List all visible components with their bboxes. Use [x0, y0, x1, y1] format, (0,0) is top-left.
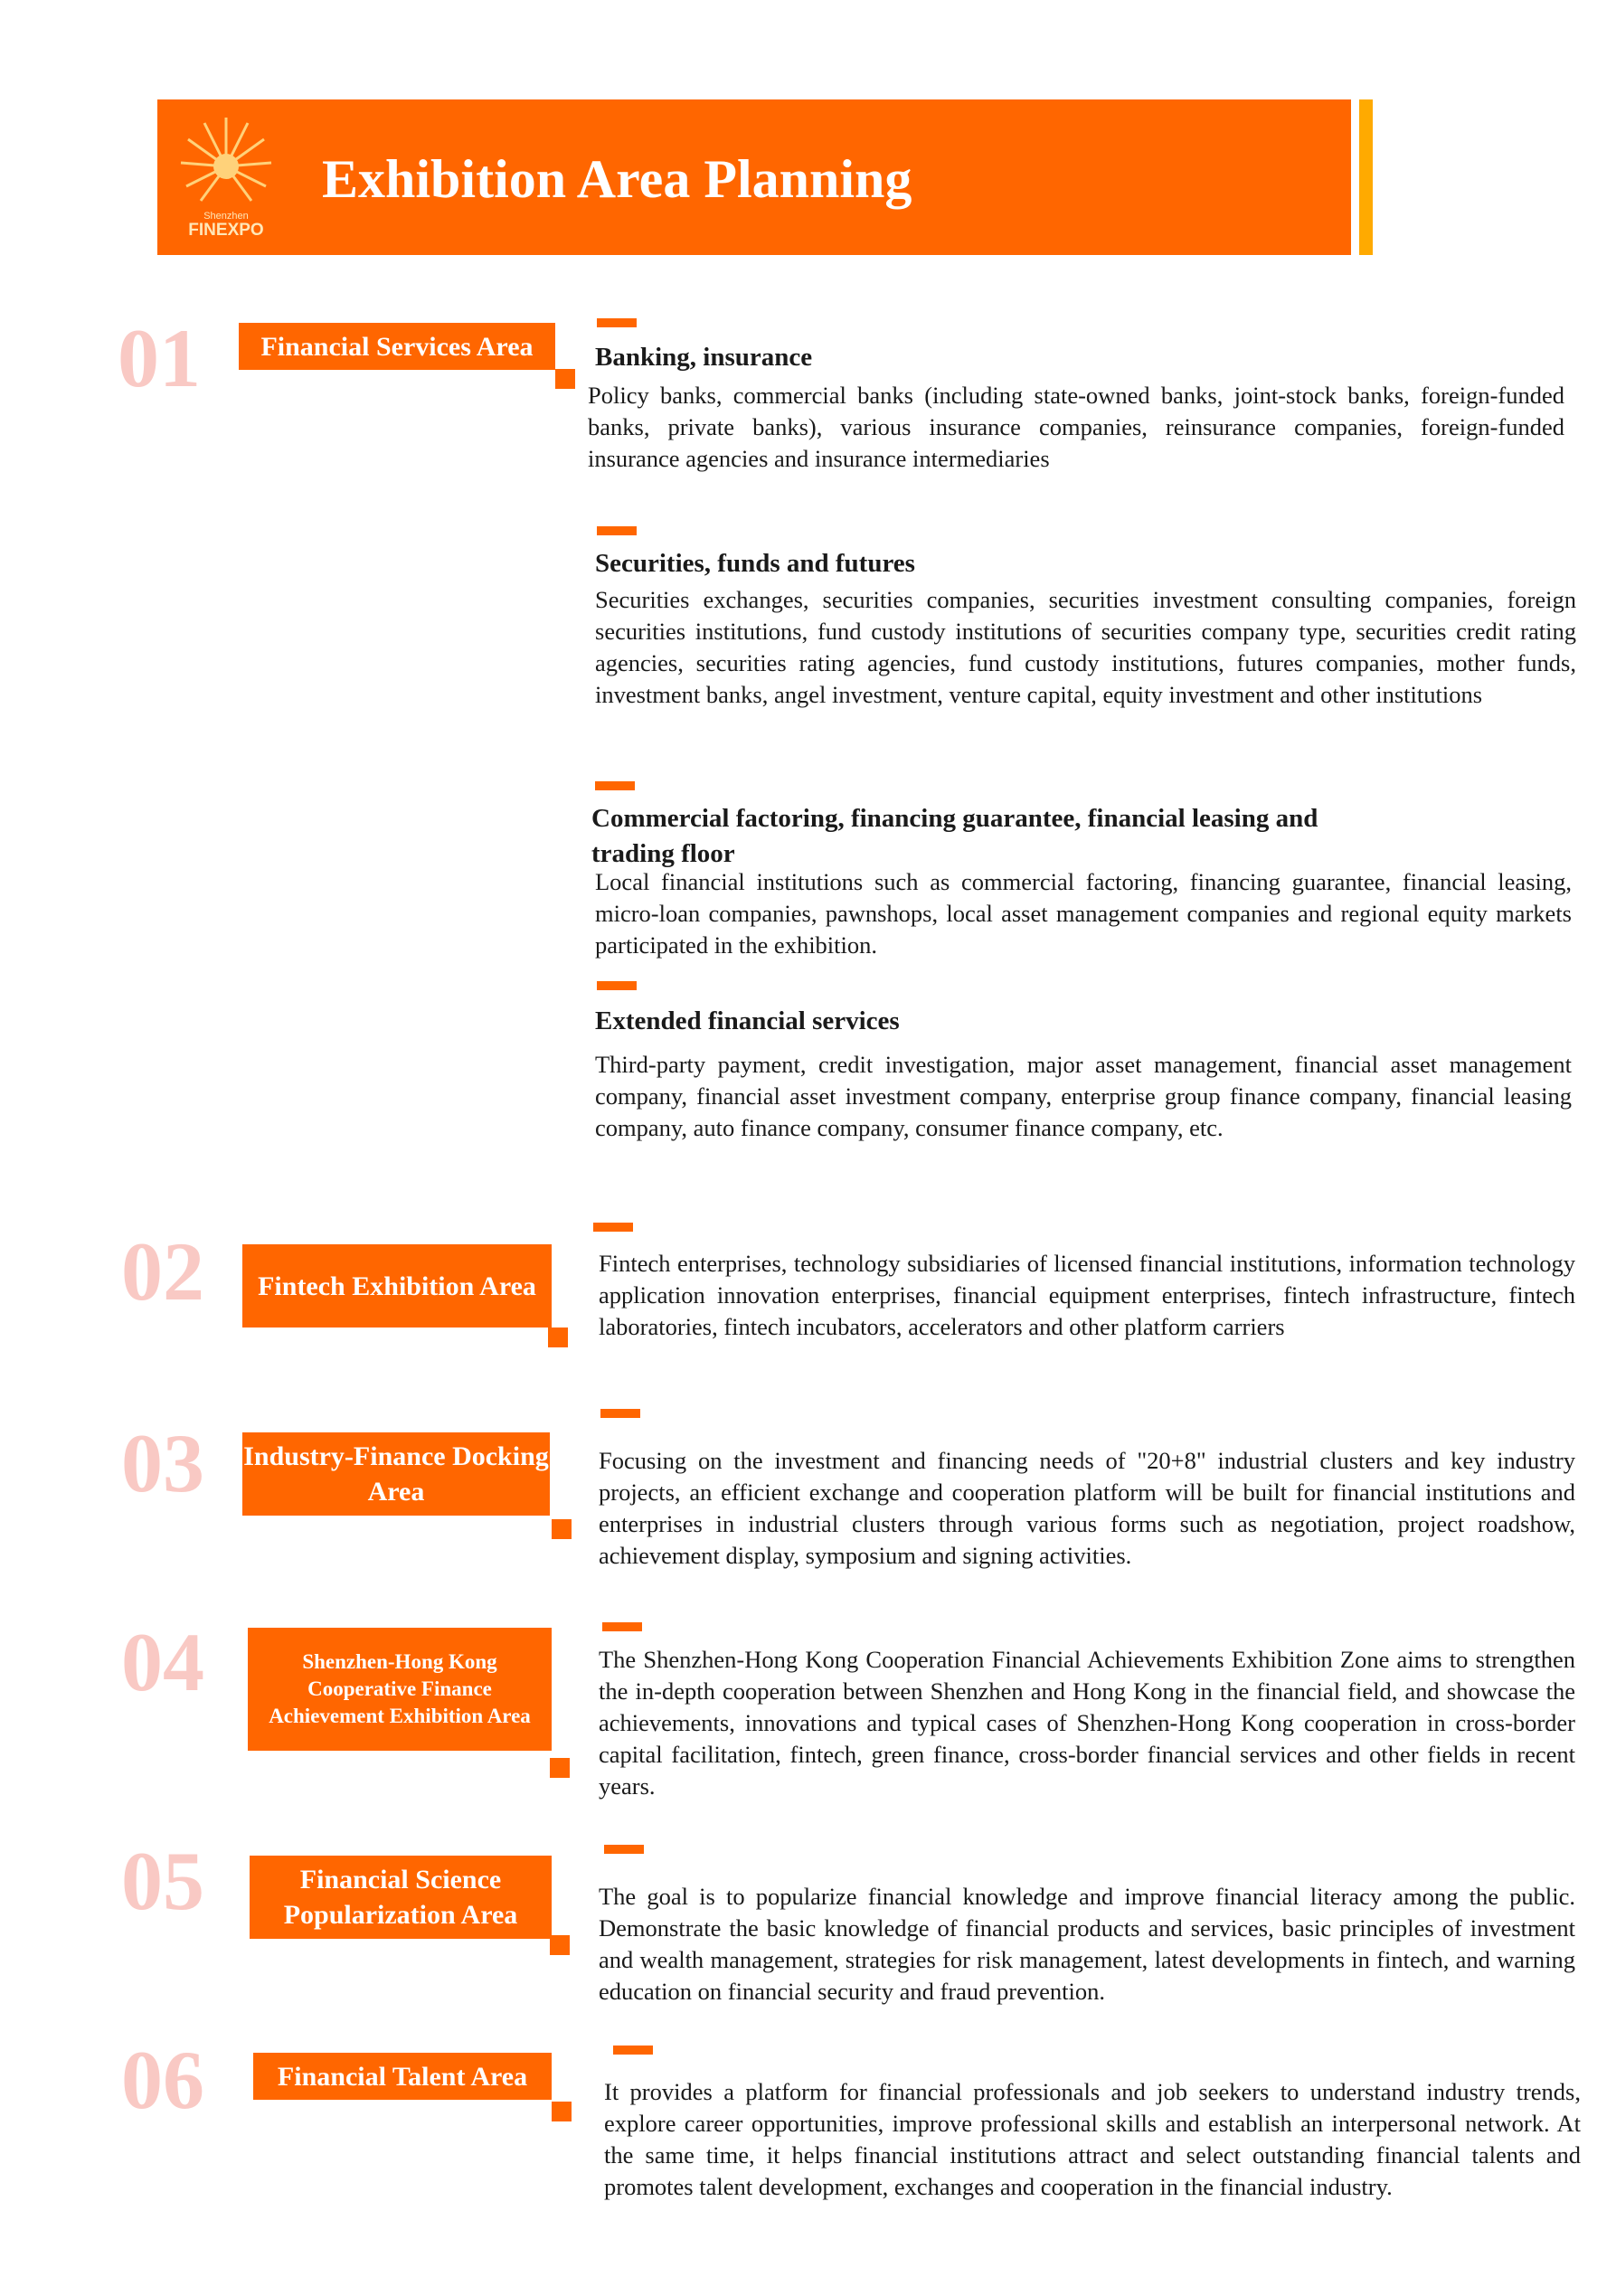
subsection-dash — [597, 981, 637, 990]
section-text: It provides a platform for financial professionals and job seekers to understand industry trends, explore career opportunities, improve professional skills and establish an interpersonal network. At the same time, it helps financial institutions attract and select outstanding financial talents and promotes talent development, exchanges and cooperation in the financial industry. — [604, 2078, 1581, 2200]
label-corner-square — [550, 1758, 570, 1778]
subsection-text: Securities exchanges, securities companies, securities investment consulting companies, foreign securities institutions, fund custody institutions of securities company type, securities credit rating agencies, securities rating agencies, fund custody institutions, futures companies, mother funds, investment banks, angel investment, venture capital, equity investment and other institutions — [595, 586, 1576, 708]
area-label-financial-talent: Financial Talent Area — [253, 2053, 552, 2100]
subsection-dash — [597, 526, 637, 535]
section-text: The Shenzhen-Hong Kong Cooperation Financial Achievements Exhibition Zone aims to strengthen the in-depth cooperation between Shenzhen and Hong Kong in the financial field, and showcase the achievements, innovations and typical cases of Shenzhen-Hong Kong cooperation in cross-border capital facilitation, fintech, green finance, cross-border financial services and other fields in recent years. — [599, 1646, 1575, 1800]
subsection-dash — [595, 781, 635, 790]
section-number: 06 — [121, 2034, 204, 2126]
area-label-financial-services: Financial Services Area — [239, 323, 555, 370]
subsection-dash — [600, 1409, 640, 1418]
subsection-text: Third-party payment, credit investigation, major asset management, financial asset management company, financial asset investment company, enterprise group finance company, financial leasing company, auto finance company, consumer finance company, etc. — [595, 1051, 1572, 1141]
label-corner-square — [550, 1935, 570, 1955]
section-text: Fintech enterprises, technology subsidiaries of licensed financial institutions, information technology application innovation enterprises, financial equipment enterprises, fintech infrastructure, fintech laboratories, fintech incubators, accelerators and other platform carriers — [599, 1250, 1575, 1340]
banner-accent-bar — [1359, 99, 1373, 255]
section-number: 03 — [121, 1417, 204, 1509]
subsection-dash — [593, 1223, 633, 1232]
section-number: 04 — [121, 1616, 204, 1708]
finexpo-logo — [172, 110, 280, 246]
subsection-text: Policy banks, commercial banks (including state-owned banks, joint-stock banks, foreign-funded banks, private banks), various insurance companies, reinsurance companies, foreign-funded insurance agencies and insurance intermediaries — [588, 382, 1564, 472]
subsection-dash — [604, 1845, 644, 1854]
area-label-science-popularization: Financial Science Popularization Area — [250, 1856, 552, 1939]
subsection-dash — [613, 2046, 653, 2055]
subsection-heading: Securities, funds and futures — [595, 549, 915, 578]
label-corner-square — [552, 1519, 572, 1539]
subsection-heading: Commercial factoring, financing guarantee, financial leasing and trading floor — [591, 804, 1318, 869]
label-corner-square — [548, 1328, 568, 1347]
section-text: Focusing on the investment and financing needs of "20+8" industrial clusters and key industry projects, an efficient exchange and cooperation platform will be built for financial institutions and enterprises in industrial clusters through various forms such as negotiation, project roadshow, achievement display, symposium and signing activities. — [599, 1447, 1575, 1569]
subsection-dash — [602, 1622, 642, 1631]
svg-text:Shenzhen: Shenzhen — [203, 211, 249, 222]
section-number: 02 — [121, 1225, 204, 1318]
svg-text:FINEXPO: FINEXPO — [188, 221, 264, 240]
label-corner-square — [552, 2102, 572, 2121]
page-title: Exhibition Area Planning — [322, 149, 912, 209]
area-label-shenzhen-hong-kong: Shenzhen-Hong Kong Cooperative Finance Achievement Exhibition Area — [248, 1628, 552, 1751]
area-label-industry-finance: Industry-Finance Docking Area — [242, 1432, 550, 1516]
subsection-heading: Extended financial services — [595, 1006, 900, 1035]
section-number: 05 — [121, 1835, 204, 1927]
section-number: 01 — [118, 312, 201, 404]
subsection-heading: Banking, insurance — [595, 343, 813, 372]
subsection-dash — [597, 318, 637, 327]
label-corner-square — [555, 369, 575, 389]
section-text: The goal is to popularize financial knowledge and improve financial literacy among the public. Demonstrate the basic knowledge of financial products and services, basic principles of investment and wealth management, strategies for risk management, latest developments in fintech, and warning education on financial security and fraud prevention. — [599, 1883, 1575, 2005]
area-label-fintech: Fintech Exhibition Area — [242, 1244, 552, 1328]
subsection-text: Local financial institutions such as commercial factoring, financing guarantee, financial leasing, micro-loan companies, pawnshops, local asset management companies and regional equity markets participated in the exhibition. — [595, 868, 1572, 959]
